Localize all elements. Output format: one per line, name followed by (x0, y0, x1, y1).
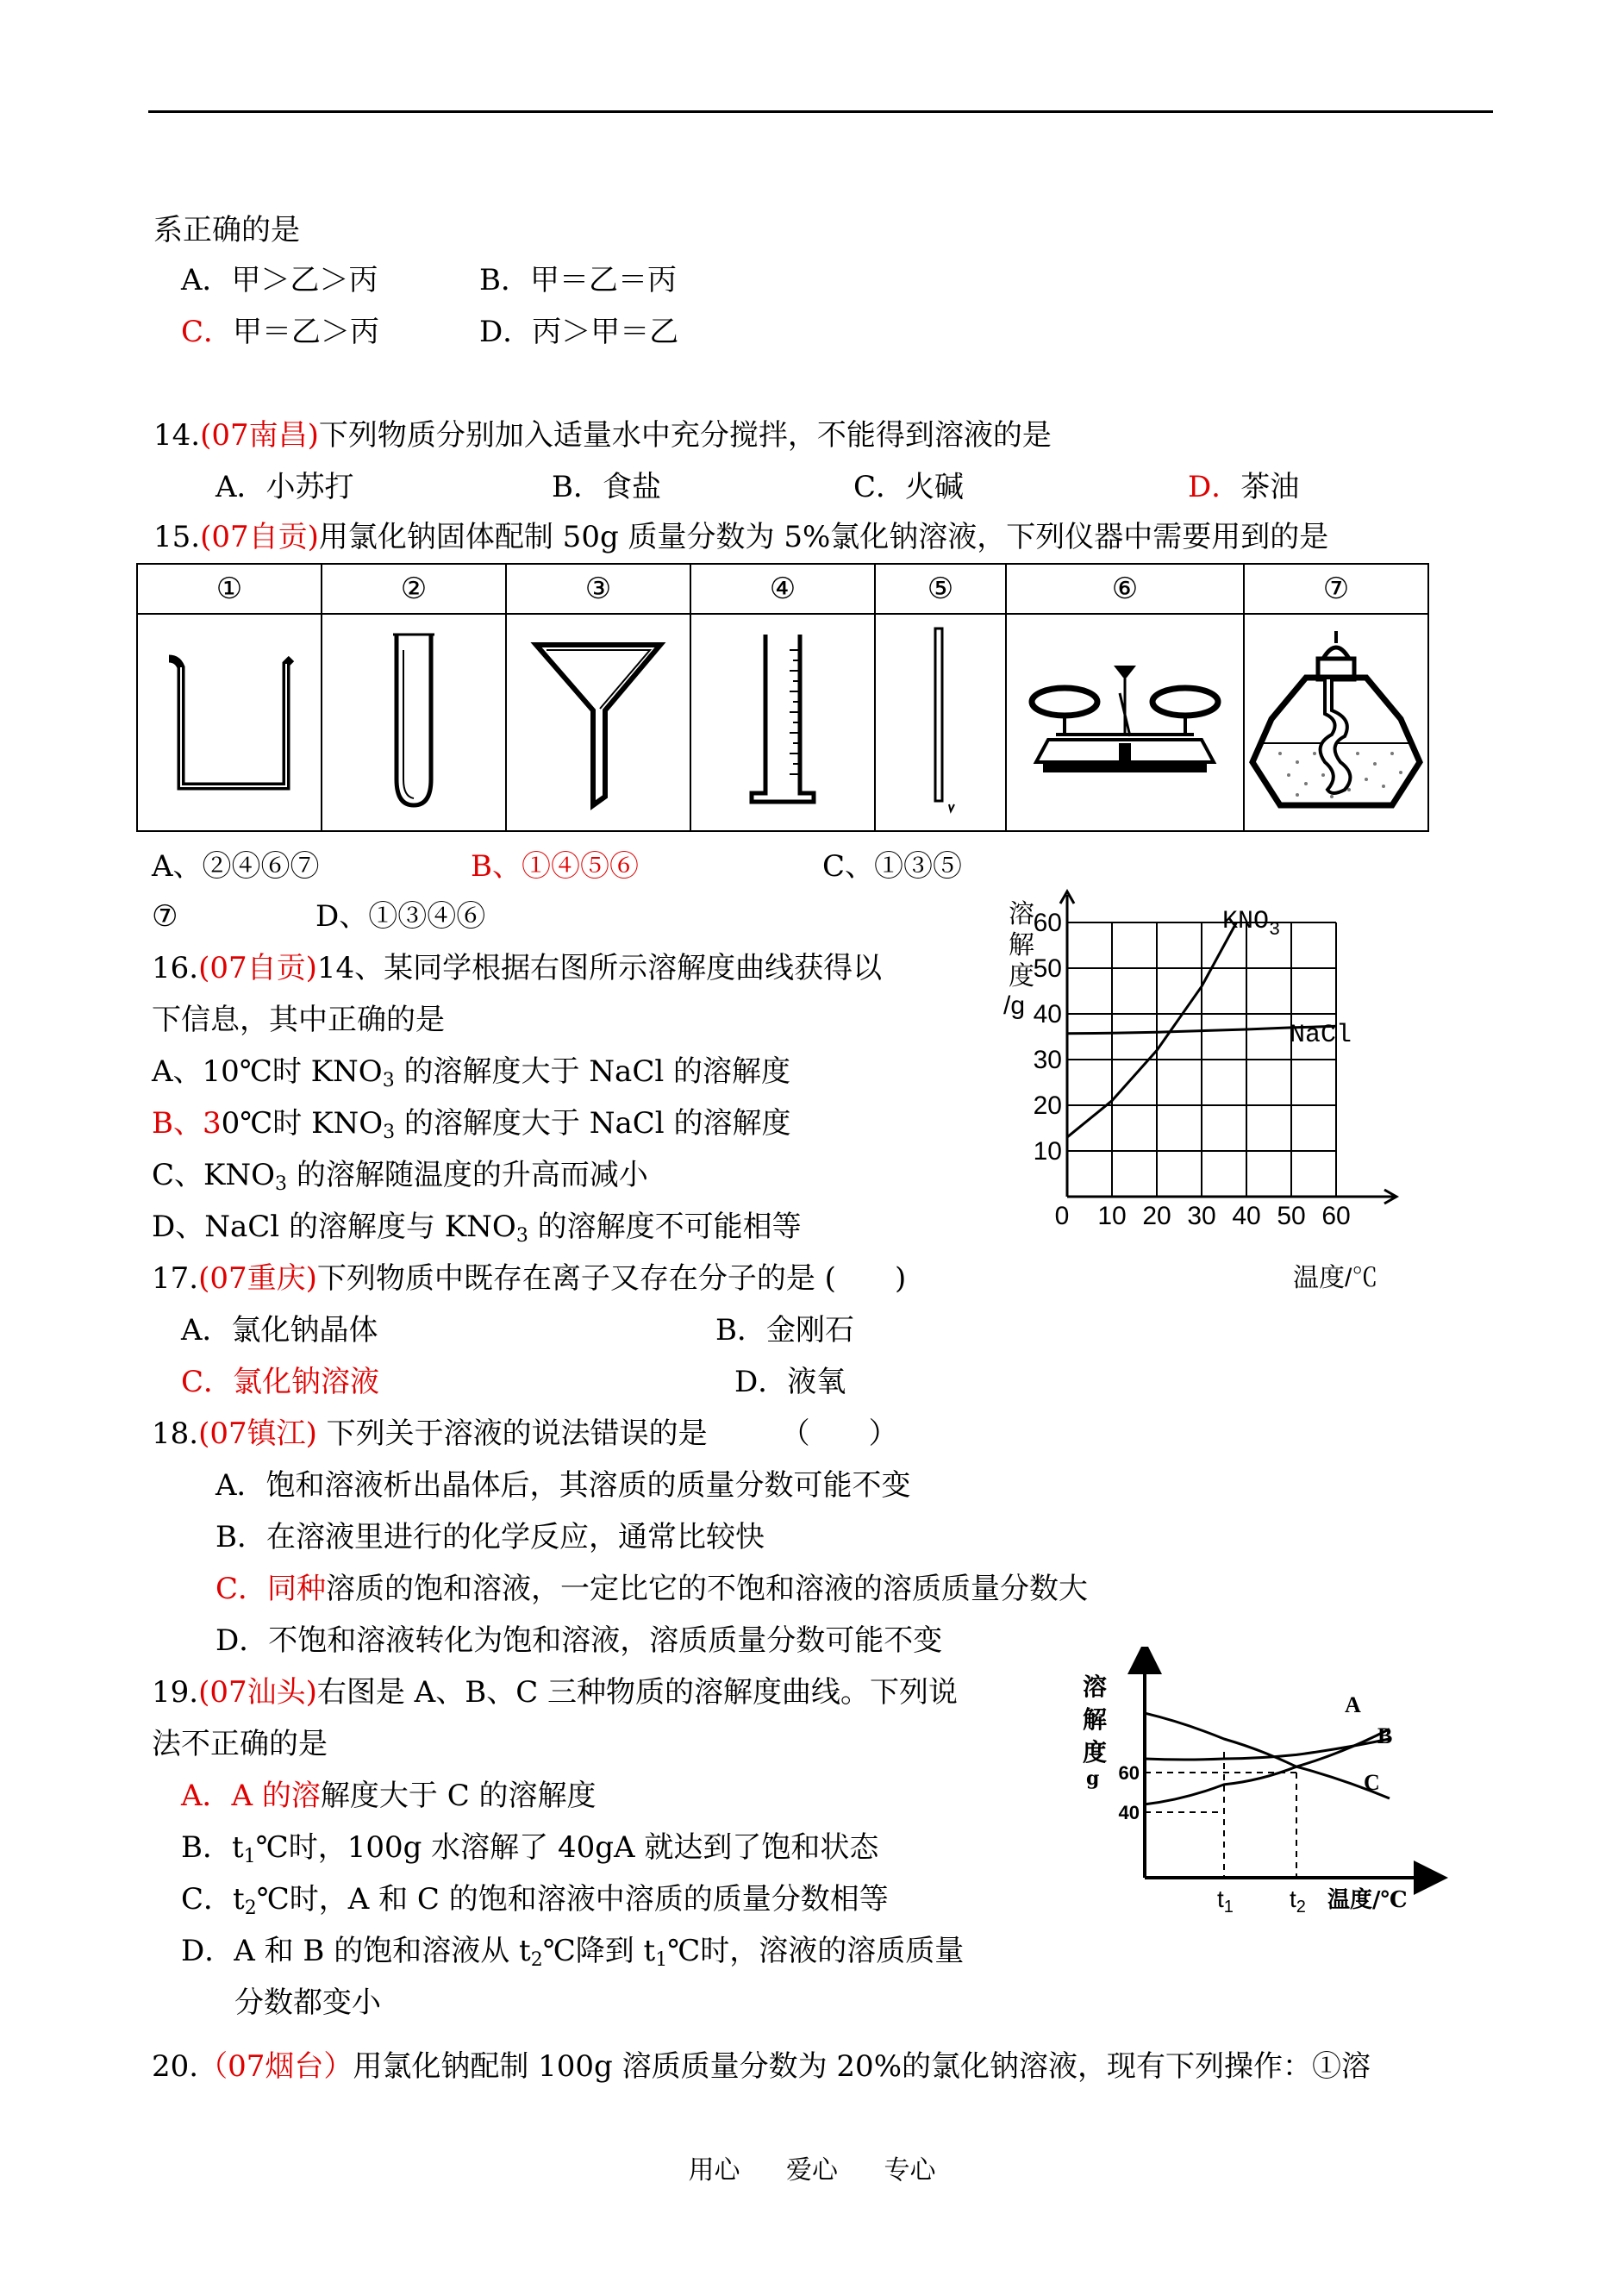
header-rule (148, 110, 1493, 113)
y-axis-label-char: 度 (1009, 962, 1034, 991)
q16-option-c: C、$KNO_3$ 的溶解随温度的升高而减小 (152, 1158, 648, 1195)
q19-option-d: D．A 和 B 的饱和溶液从 $t_2℃$降到 $t_1℃$时，溶液的溶质质量 (181, 1934, 965, 1971)
series-label-nacl: NaCl (1290, 1021, 1352, 1050)
series-label-c: C (1364, 1770, 1380, 1795)
balance-icon (1006, 614, 1244, 831)
q18-option-c: C．同种溶质的饱和溶液，一定比它的不饱和溶液的溶质质量分数大 (215, 1572, 1089, 1606)
q17-option-b: B．金刚石 (715, 1313, 854, 1348)
x-tick-label: 50 (1277, 1202, 1306, 1230)
series-label-kno3: $KNO_3$ (1222, 907, 1281, 941)
q16-option-a: A、10℃时 $KNO_3$ 的溶解度大于 NaCl 的溶解度 (152, 1054, 791, 1091)
q19-option-a: A．A 的溶解度大于 C 的溶解度 (181, 1779, 597, 1813)
y-axis-label-char: g (1086, 1767, 1100, 1790)
instrument-number: ③ (506, 564, 690, 614)
y-axis-label-char: 溶 (1009, 900, 1034, 929)
q18-option-b: B．在溶液里进行的化学反应，通常比较快 (215, 1520, 765, 1554)
footer-text: 爱心 (786, 2155, 838, 2186)
q13-option-c: C．甲＝乙＞丙 (181, 315, 380, 349)
q19-stem: 19.(07汕头)右图是 A、B、C 三种物质的溶解度曲线。下列说 (152, 1675, 959, 1710)
solubility-chart-abc (1077, 1647, 1448, 1931)
q19-option-d-continued: 分数都变小 (234, 1985, 381, 2020)
q17-option-d: D．液氧 (734, 1365, 846, 1399)
instrument-number: ② (322, 564, 506, 614)
y-tick-label: 60 (1033, 909, 1062, 937)
q15-option-b: B、①④⑤⑥ (471, 849, 639, 884)
q19-option-c: C．$t_2℃$时，A 和 C 的饱和溶液中溶质的质量分数相等 (181, 1882, 889, 1919)
x-axis-label: 温度/℃ (1327, 1887, 1408, 1913)
y-tick-label: 10 (1033, 1137, 1062, 1166)
funnel-icon (506, 614, 690, 831)
y-tick-label: 20 (1033, 1091, 1062, 1120)
q14-option-a: A．小苏打 (215, 470, 354, 504)
q17-option-a: A．氯化钠晶体 (181, 1313, 378, 1348)
x-tick-label: $t_1$ (1217, 1885, 1234, 1917)
page-footer (0, 2148, 1624, 2186)
q18-stem: 18.(07镇江) 下列关于溶液的说法错误的是 （ ） (152, 1416, 898, 1451)
graduated-cylinder-icon (690, 614, 875, 831)
q18-option-d: D．不饱和溶液转化为饱和溶液，溶质质量分数可能不变 (215, 1623, 943, 1658)
y-axis-label-char: /g (1003, 991, 1026, 1020)
solubility-chart-kno3-nacl (991, 888, 1440, 1302)
chart2-series (1145, 1713, 1393, 1804)
q14-option-c: C．火碱 (853, 470, 965, 504)
q13-option-d: D．丙＞甲＝乙 (479, 315, 679, 349)
q16-stem-continued: 下信息，其中正确的是 (152, 1003, 445, 1037)
q17-option-c: C．氯化钠溶液 (181, 1365, 380, 1399)
q14-option-d: D．茶油 (1188, 470, 1300, 504)
instrument-number: ⑤ (875, 564, 1006, 614)
test-tube-icon (322, 614, 506, 831)
q15-option-c: C、①③⑤ (822, 849, 963, 884)
series-line-b (1145, 1739, 1390, 1760)
q20-stem: 20.（07烟台）用氯化钠配制 100g 溶质质量分数为 20%的氯化钠溶液，现有下列操作：①溶 (152, 2049, 1371, 2084)
chart1-y-ticks (1034, 909, 1062, 1166)
instrument-number: ⑦ (1244, 564, 1428, 614)
q15-stem: 15.(07自贡)用氯化钠固体配制 50g 质量分数为 5%氯化钠溶液，下列仪器中需要用到的是 (153, 520, 1329, 554)
q16-option-d: D、NaCl 的溶解度与 $KNO_3$ 的溶解度不可能相等 (152, 1210, 802, 1247)
q15-option-a: A、②④⑥⑦ (152, 849, 320, 884)
q18-option-a: A．饱和溶液析出晶体后，其溶质的质量分数可能不变 (215, 1468, 911, 1503)
q19-stem-continued: 法不正确的是 (152, 1727, 328, 1761)
series-line-c (1145, 1713, 1393, 1798)
y-tick-label: 40 (1118, 1802, 1140, 1823)
q13-option-a: A．甲＞乙＞丙 (181, 263, 378, 297)
y-axis-label-char: 解 (1083, 1705, 1108, 1734)
q16-option-b: B、30℃时 $KNO_3$ 的溶解度大于 NaCl 的溶解度 (152, 1106, 791, 1143)
y-axis-label-char: 度 (1083, 1738, 1108, 1767)
chart2-axes (1145, 1657, 1431, 1878)
x-axis-label: 温度/℃ (1293, 1264, 1378, 1292)
instrument-table (136, 563, 1429, 832)
q14-option-b: B．食盐 (552, 470, 661, 504)
q13-stem: 系正确的是 (153, 213, 300, 247)
q15-option-c-continued: ⑦ (152, 899, 178, 934)
series-label-b: B (1377, 1723, 1393, 1748)
instrument-number: ⑥ (1006, 564, 1244, 614)
y-axis-label-char: 溶 (1083, 1673, 1108, 1701)
chart1-x-ticks (1055, 1202, 1351, 1230)
chart2-guides (1145, 1752, 1296, 1878)
x-tick-label: 60 (1321, 1202, 1351, 1230)
q19-option-b: B．$t_1℃$时，100g 水溶解了 40gA 就达到了饱和状态 (181, 1830, 879, 1867)
instrument-number: ① (137, 564, 322, 614)
q17-stem: 17.(07重庆)下列物质中既存在离子又存在分子的是 ( ) (152, 1261, 907, 1296)
q15-option-d: D、①③④⑥ (315, 899, 486, 934)
x-tick-label: $t_2$ (1290, 1885, 1306, 1917)
q16-stem: 16.(07自贡)14、某同学根据右图所示溶解度曲线获得以 (152, 951, 883, 985)
chart1-grid (1067, 922, 1336, 1197)
q14-stem: 14.(07南昌)下列物质分别加入适量水中充分搅拌，不能得到溶液的是 (153, 418, 1052, 453)
y-tick-label: 30 (1033, 1046, 1062, 1074)
series-line-a (1145, 1729, 1390, 1804)
y-tick-label: 60 (1118, 1762, 1140, 1784)
y-axis-label-char: 解 (1009, 931, 1034, 960)
instrument-number: ④ (690, 564, 875, 614)
glass-rod-icon (875, 614, 1006, 831)
alcohol-lamp-icon (1244, 614, 1428, 831)
footer-text: 用心 (688, 2155, 740, 2186)
y-tick-label: 50 (1033, 954, 1062, 983)
beaker-icon (137, 614, 322, 831)
series-label-a: A (1345, 1692, 1361, 1717)
x-tick-label: 30 (1187, 1202, 1216, 1230)
x-tick-label: 40 (1232, 1202, 1261, 1230)
q13-option-b: B．甲＝乙＝丙 (479, 263, 677, 297)
footer-text: 专心 (884, 2155, 936, 2186)
x-tick-label: 20 (1142, 1202, 1171, 1230)
x-tick-label: 10 (1097, 1202, 1127, 1230)
x-tick-label: 0 (1054, 1202, 1070, 1230)
y-tick-label: 40 (1033, 1000, 1062, 1029)
